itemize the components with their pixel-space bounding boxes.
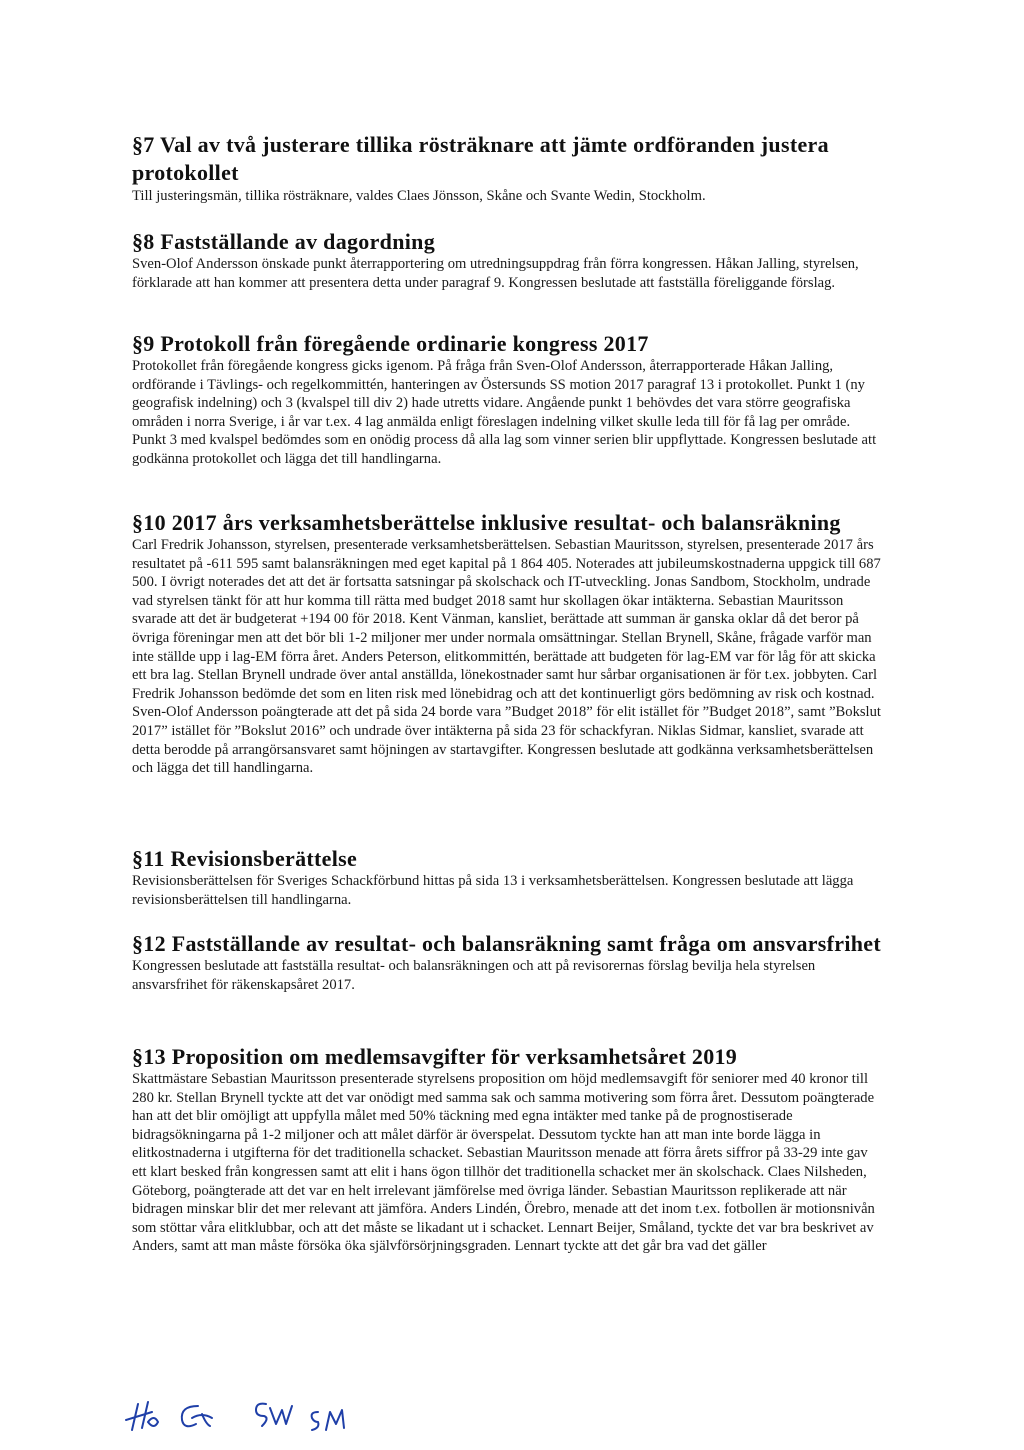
- section-heading: §12 Fastställande av resultat- och balansräkning samt fråga om ansvarsfrihet: [132, 931, 882, 956]
- handwritten-initials: [118, 1390, 358, 1438]
- section-11: [132, 846, 882, 909]
- initials-signature-image: [118, 1390, 358, 1438]
- section-heading: §8 Fastställande av dagordning: [132, 229, 435, 254]
- section-body: Kongressen beslutade att fastställa resultat- och balansräkningen och att på revisorernas förslag bevilja hela styrelsen ansvarsfrihet för räkenskapsåret 2017.: [132, 958, 816, 993]
- section-9: [132, 331, 882, 469]
- section-heading: §10 2017 års verksamhetsberättelse inklusive resultat- och balansräkning: [132, 510, 841, 535]
- section-heading: §11 Revisionsberättelse: [132, 846, 358, 871]
- section-10: [132, 510, 882, 778]
- section-13: [132, 1044, 882, 1256]
- section-8: [132, 229, 882, 292]
- section-body: Sven-Olof Andersson önskade punkt återrapportering om utredningsuppdrag från förra kongressen. Håkan Jalling, styrelsen, förklarade att han kommer att presentera detta under paragraf 9. Kongressen beslutade att fastställa föreliggande förslag.: [132, 256, 859, 291]
- section-heading: §7 Val av två justerare tillika rösträknare att jämte ordföranden justera protokollet: [132, 132, 829, 185]
- section-heading: §13 Proposition om medlemsavgifter för verksamhetsåret 2019: [132, 1044, 738, 1069]
- section-body: Protokollet från föregående kongress gicks igenom. På fråga från Sven-Olof Andersson, återrapporterade Håkan Jalling, ordförande i Tävlings- och regelkommittén, hanteringen av Östersunds SS motion 2017 paragraf 13 i protokollet. Punkt 1 (ny geografisk indelning) och 3 (kvalspel till div 2) hade utretts vidare. Angående punkt 1 behövdes det vara större geografiska områden i norra Sverige, i år var t.ex. 4 lag anmälda enligt föreslagen indelning vilket skulle leda till för få lag per område. Punkt 3 med kvalspel bedömdes som en onödig process då alla lag som vinner serien blir uppflyttade. Kongressen beslutade att godkänna protokollet och lägga det till handlingarna.: [132, 358, 877, 467]
- section-body: Revisionsberättelsen för Sveriges Schackförbund hittas på sida 13 i verksamhetsberättelsen. Kongressen beslutade att lägga revisionsberättelsen till handlingarna.: [132, 873, 854, 908]
- section-7: [132, 131, 882, 206]
- section-body: Till justeringsmän, tillika rösträknare, valdes Claes Jönsson, Skåne och Svante Wedin, Stockholm.: [132, 188, 706, 204]
- section-12: [132, 930, 882, 994]
- section-body: Skattmästare Sebastian Mauritsson presenterade styrelsens proposition om höjd medlemsavgift för seniorer med 40 kronor till 280 kr. Stellan Brynell tyckte att det var onödigt med samma sak och samma motivering som förra året. Dessutom poängterade han att det blir omöjligt att uppfylla målet med 50% täckning med egna intäkter med tanke på de prognostiserade bidragsökningarna på 1-2 miljoner och att målet därför är överspelat. Dessutom tyckte han att man inte borde lägga in elitkostnaderna i utgifterna för det traditionella schacket. Sebastian Mauritsson menade att förra årets siffror på 33-29 inte gav ett klart besked från kongressen samt att elit i hans ögon tillhör det traditionella schacket mer än skolschack. Claes Nilsheden, Göteborg, poängterade att det var en helt irrelevant jämförelse med övriga länder. Sebastian Mauritsson replikerade att när bidragen minskar blir det mer relevant att jämföra. Anders Lindén, Örebro, menade att det inom t.ex. fotbollen är motionsnivån som stöttar våra elitklubbar, och att det måste se likadant ut i schacket. Lennart Beijer, Småland, tyckte det var bra beskrivet av Anders, samt att man måste försöka öka självförsörjningsgraden. Lennart tyckte att det går bra vad det gäller: [132, 1071, 875, 1255]
- section-heading: §9 Protokoll från föregående ordinarie kongress 2017: [132, 331, 649, 356]
- section-body: Carl Fredrik Johansson, styrelsen, presenterade verksamhetsberättelsen. Sebastian Mauritsson, styrelsen, presenterade 2017 års resultatet på -611 595 samt balansräkningen med eget kapital på 1 864 405. Noterades att jubileumskostnaderna uppgick till 687 500. I övrigt noterades det att det är fortsatta satsningar på skolschack och IT-utveckling. Jonas Sandbom, Stockholm, undrade vad styrelsen tänkt för att hur komma till rätta med budget 2018 samt hur skollagen ökar intäkterna. Sebastian Mauritsson svarade att det är budgeterat +194 00 för 2018. Kent Vänman, kansliet, berättade att summan är ganska oklar då det beror på övriga föreningar men att det bör bli 1-2 miljoner mer under normala omsättningar. Stellan Brynell, Skåne, frågade varför man inte ställde upp i lag-EM förra året. Anders Peterson, elitkommittén, berättade att budgeten för lag-EM var för låg för att skicka ett bra lag. Stellan Brynell undrade över antal anställda, lönekostnader samt hur sårbar organisationen är för t.ex. jobbyten. Carl Fredrik Johansson bedömde det som en liten risk med lönebidrag och att det kontinuerligt görs bedömning av risk och kostnad. Sven-Olof Andersson poängterade att det på sida 24 borde vara ”Budget 2018” för elit istället för ”Budget 2018”, samt ”Bokslut 2017” istället för ”Bokslut 2016” och undrade över intäkterna på sida 23 för schackfyran. Niklas Sidmar, kansliet, svarade att detta berodde på arrangörsansvaret samt höjningen av startavgifter. Kongressen beslutade att godkänna verksamhetsberättelsen och lägga det till handlingarna.: [132, 537, 881, 777]
